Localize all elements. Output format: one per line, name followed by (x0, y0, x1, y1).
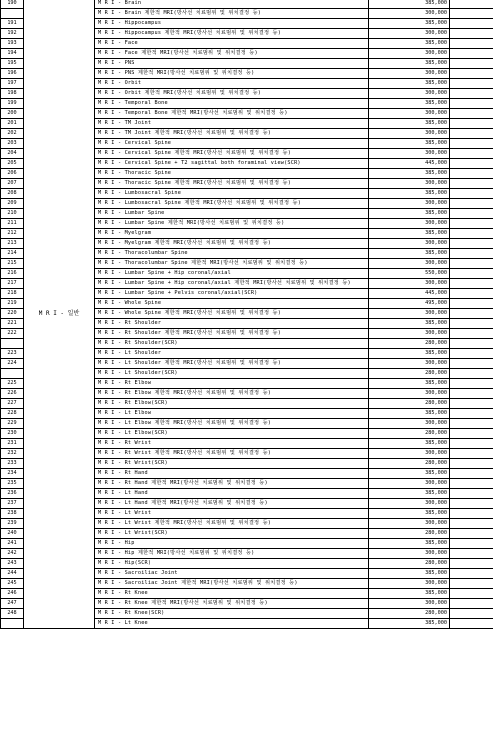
item-name: M R I - TM Joint (95, 119, 369, 129)
item-price: 385,000 (369, 379, 450, 389)
item-price: 280,000 (369, 399, 450, 409)
item-name: M R I - Rt Shoulder(SCR) (95, 339, 369, 349)
item-name: M R I - Cervical Spine (95, 139, 369, 149)
empty-cell (450, 179, 493, 189)
item-name: M R I - Temporal Bone (95, 99, 369, 109)
row-number: 199 (1, 99, 24, 109)
row-number: 211 (1, 219, 24, 229)
row-number: 203 (1, 139, 24, 149)
empty-cell (450, 19, 493, 29)
item-price: 300,000 (369, 219, 450, 229)
empty-cell (450, 319, 493, 329)
empty-cell (450, 49, 493, 59)
item-name: M R I - Hip(SCR) (95, 559, 369, 569)
empty-cell (450, 469, 493, 479)
item-name: M R I - Myelgram (95, 229, 369, 239)
empty-cell (450, 159, 493, 169)
empty-cell (450, 219, 493, 229)
item-name: M R I - Brain 제한적 MRI(방사선 치료범위 및 위치결정 등) (95, 9, 369, 19)
row-number: 208 (1, 189, 24, 199)
item-name: M R I - Thoracolumbar Spine 제한적 MRI(방사선 치료범위 및 위치결정 등) (95, 259, 369, 269)
item-name: M R I - PNS 제한적 MRI(방사선 치료범위 및 위치결정 등) (95, 69, 369, 79)
item-name: M R I - PNS (95, 59, 369, 69)
empty-cell (450, 449, 493, 459)
item-name: M R I - Whole Spine (95, 299, 369, 309)
item-name: M R I - Lumbar Spine + Hip coronal/axial 제한적 MRI(방사선 치료범위 및 위치결정 등) (95, 279, 369, 289)
item-name: M R I - Face 제한적 MRI(방사선 치료범위 및 위치결정 등) (95, 49, 369, 59)
item-name: M R I - Temporal Bone 제한적 MRI(방사선 치료범위 및 위치결정 등) (95, 109, 369, 119)
item-name: M R I - Face (95, 39, 369, 49)
item-price: 300,000 (369, 449, 450, 459)
row-number: 202 (1, 129, 24, 139)
item-name: M R I - Brain (95, 0, 369, 9)
empty-cell (450, 459, 493, 469)
item-price: 300,000 (369, 199, 450, 209)
item-price: 385,000 (369, 469, 450, 479)
item-name: M R I - Thoracolumbar Spine (95, 249, 369, 259)
item-price: 385,000 (369, 0, 450, 9)
category-cell: M R I - 일반 (24, 0, 95, 629)
row-number: 238 (1, 509, 24, 519)
item-price: 300,000 (369, 239, 450, 249)
item-price: 385,000 (369, 59, 450, 69)
item-name: M R I - Hippocampus 제한적 MRI(방사선 치료범위 및 위치결정 등) (95, 29, 369, 39)
item-price: 495,000 (369, 299, 450, 309)
empty-cell (450, 349, 493, 359)
row-number: 225 (1, 379, 24, 389)
item-price: 300,000 (369, 499, 450, 509)
row-number: 241 (1, 539, 24, 549)
empty-cell (450, 249, 493, 259)
item-name: M R I - Rt Knee (95, 589, 369, 599)
item-price: 300,000 (369, 149, 450, 159)
item-price: 445,000 (369, 159, 450, 169)
item-price: 300,000 (369, 309, 450, 319)
item-name: M R I - Hip (95, 539, 369, 549)
item-price: 385,000 (369, 209, 450, 219)
empty-cell (450, 619, 493, 629)
item-price: 300,000 (369, 329, 450, 339)
row-number: 248 (1, 609, 24, 619)
row-number: 201 (1, 119, 24, 129)
empty-cell (450, 509, 493, 519)
item-price: 300,000 (369, 549, 450, 559)
row-number: 194 (1, 49, 24, 59)
empty-cell (450, 359, 493, 369)
row-number (1, 9, 24, 19)
item-name: M R I - Cervical Spine + T2 sagittal both foraminal view(SCR) (95, 159, 369, 169)
item-name: M R I - Whole Spine 제한적 MRI(방사선 치료범위 및 위치결정 등) (95, 309, 369, 319)
item-price: 300,000 (369, 69, 450, 79)
empty-cell (450, 539, 493, 549)
row-number: 196 (1, 69, 24, 79)
item-price: 300,000 (369, 389, 450, 399)
row-number: 219 (1, 299, 24, 309)
row-number: 240 (1, 529, 24, 539)
empty-cell (450, 129, 493, 139)
row-number: 205 (1, 159, 24, 169)
row-number: 247 (1, 599, 24, 609)
row-number: 195 (1, 59, 24, 69)
row-number: 228 (1, 409, 24, 419)
empty-cell (450, 399, 493, 409)
item-name: M R I - Orbit (95, 79, 369, 89)
row-number: 232 (1, 449, 24, 459)
empty-cell (450, 389, 493, 399)
empty-cell (450, 9, 493, 19)
row-number: 231 (1, 439, 24, 449)
item-price: 300,000 (369, 49, 450, 59)
item-name: M R I - Lt Wrist (95, 509, 369, 519)
item-name: M R I - Hip 제한적 MRI(방사선 치료범위 및 위치결정 등) (95, 549, 369, 559)
item-price: 385,000 (369, 249, 450, 259)
row-number: 229 (1, 419, 24, 429)
item-price: 385,000 (369, 589, 450, 599)
item-price: 300,000 (369, 9, 450, 19)
row-number: 209 (1, 199, 24, 209)
item-price: 300,000 (369, 179, 450, 189)
row-number (1, 369, 24, 379)
row-number: 234 (1, 469, 24, 479)
row-number: 236 (1, 489, 24, 499)
item-price: 385,000 (369, 569, 450, 579)
item-name: M R I - Lumbosacral Spine (95, 189, 369, 199)
item-price: 280,000 (369, 609, 450, 619)
item-price: 385,000 (369, 229, 450, 239)
item-name: M R I - Lt Wrist(SCR) (95, 529, 369, 539)
item-price: 300,000 (369, 29, 450, 39)
item-name: M R I - Cervical Spine 제한적 MRI(방사선 치료범위 및 위치결정 등) (95, 149, 369, 159)
empty-cell (450, 329, 493, 339)
item-price: 385,000 (369, 489, 450, 499)
item-name: M R I - Lumbar Spine 제한적 MRI(방사선 치료범위 및 위치결정 등) (95, 219, 369, 229)
empty-cell (450, 109, 493, 119)
empty-cell (450, 29, 493, 39)
item-name: M R I - Lt Elbow (95, 409, 369, 419)
item-price: 300,000 (369, 259, 450, 269)
row-number: 230 (1, 429, 24, 439)
item-name: M R I - Rt Wrist 제한적 MRI(방사선 치료범위 및 위치결정 등) (95, 449, 369, 459)
row-number: 193 (1, 39, 24, 49)
item-name: M R I - Thoracic Spine (95, 169, 369, 179)
item-price: 385,000 (369, 619, 450, 629)
item-price: 280,000 (369, 429, 450, 439)
item-name: M R I - Hippocampus (95, 19, 369, 29)
row-number: 190 (1, 0, 24, 9)
empty-cell (450, 0, 493, 9)
item-name: M R I - Lt Knee (95, 619, 369, 629)
item-price: 385,000 (369, 539, 450, 549)
item-name: M R I - Thoracic Spine 제한적 MRI(방사선 치료범위 및 위치결정 등) (95, 179, 369, 189)
row-number: 217 (1, 279, 24, 289)
row-number: 221 (1, 319, 24, 329)
item-name: M R I - Orbit 제한적 MRI(방사선 치료범위 및 위치결정 등) (95, 89, 369, 99)
item-price: 385,000 (369, 119, 450, 129)
item-name: M R I - Rt Elbow 제한적 MRI(방사선 치료범위 및 위치결정 등) (95, 389, 369, 399)
item-price: 300,000 (369, 109, 450, 119)
empty-cell (450, 259, 493, 269)
empty-cell (450, 59, 493, 69)
empty-cell (450, 479, 493, 489)
item-price: 300,000 (369, 599, 450, 609)
item-name: M R I - Myelgram 제한적 MRI(방사선 치료범위 및 위치결정 등) (95, 239, 369, 249)
item-name: M R I - Lt Hand (95, 489, 369, 499)
empty-cell (450, 229, 493, 239)
row-number: 213 (1, 239, 24, 249)
empty-cell (450, 439, 493, 449)
item-name: M R I - Lt Shoulder 제한적 MRI(방사선 치료범위 및 위치결정 등) (95, 359, 369, 369)
item-name: M R I - Rt Knee(SCR) (95, 609, 369, 619)
item-name: M R I - Lt Shoulder (95, 349, 369, 359)
empty-cell (450, 69, 493, 79)
item-price: 300,000 (369, 279, 450, 289)
item-price: 300,000 (369, 129, 450, 139)
item-name: M R I - Rt Wrist (95, 439, 369, 449)
row-number: 192 (1, 29, 24, 39)
item-name: M R I - Lumbosacral Spine 제한적 MRI(방사선 치료범위 및 위치결정 등) (95, 199, 369, 209)
item-name: M R I - Rt Wrist(SCR) (95, 459, 369, 469)
row-number: 244 (1, 569, 24, 579)
empty-cell (450, 149, 493, 159)
empty-cell (450, 519, 493, 529)
item-price: 445,000 (369, 289, 450, 299)
empty-cell (450, 609, 493, 619)
item-name: M R I - Rt Elbow (95, 379, 369, 389)
item-name: M R I - Lumbar Spine + Pelvis coronal/axial(SCR) (95, 289, 369, 299)
item-price: 280,000 (369, 559, 450, 569)
item-name: M R I - Lumbar Spine (95, 209, 369, 219)
empty-cell (450, 89, 493, 99)
empty-cell (450, 559, 493, 569)
item-name: M R I - Sacroiliac Joint 제한적 MRI(방사선 치료범위 및 위치결정 등) (95, 579, 369, 589)
row-number (1, 339, 24, 349)
row-number: 214 (1, 249, 24, 259)
row-number: 216 (1, 269, 24, 279)
empty-cell (450, 569, 493, 579)
item-price: 385,000 (369, 39, 450, 49)
row-number: 206 (1, 169, 24, 179)
item-price: 280,000 (369, 339, 450, 349)
row-number: 197 (1, 79, 24, 89)
empty-cell (450, 199, 493, 209)
item-price: 300,000 (369, 479, 450, 489)
empty-cell (450, 409, 493, 419)
empty-cell (450, 549, 493, 559)
item-price: 385,000 (369, 349, 450, 359)
item-price: 385,000 (369, 139, 450, 149)
item-price: 385,000 (369, 19, 450, 29)
item-name: M R I - Lt Elbow(SCR) (95, 429, 369, 439)
empty-cell (450, 429, 493, 439)
empty-cell (450, 189, 493, 199)
empty-cell (450, 599, 493, 609)
empty-cell (450, 499, 493, 509)
row-number: 223 (1, 349, 24, 359)
empty-cell (450, 369, 493, 379)
empty-cell (450, 299, 493, 309)
row-number: 212 (1, 229, 24, 239)
item-price: 300,000 (369, 89, 450, 99)
empty-cell (450, 309, 493, 319)
item-name: M R I - Lt Elbow 제한적 MRI(방사선 치료범위 및 위치결정 등) (95, 419, 369, 429)
row-number: 233 (1, 459, 24, 469)
empty-cell (450, 529, 493, 539)
empty-cell (450, 419, 493, 429)
item-name: M R I - Rt Shoulder 제한적 MRI(방사선 치료범위 및 위치결정 등) (95, 329, 369, 339)
row-number: 246 (1, 589, 24, 599)
item-price: 385,000 (369, 79, 450, 89)
row-number: 237 (1, 499, 24, 509)
row-number: 242 (1, 549, 24, 559)
item-price: 385,000 (369, 99, 450, 109)
row-number (1, 619, 24, 629)
item-price: 280,000 (369, 529, 450, 539)
item-price: 385,000 (369, 169, 450, 179)
empty-cell (450, 169, 493, 179)
item-name: M R I - Rt Hand (95, 469, 369, 479)
row-number: 224 (1, 359, 24, 369)
item-price: 385,000 (369, 439, 450, 449)
item-name: M R I - Rt Elbow(SCR) (95, 399, 369, 409)
item-price: 550,000 (369, 269, 450, 279)
row-number: 210 (1, 209, 24, 219)
empty-cell (450, 489, 493, 499)
row-number: 198 (1, 89, 24, 99)
item-price: 385,000 (369, 509, 450, 519)
row-number: 215 (1, 259, 24, 269)
item-price: 300,000 (369, 519, 450, 529)
item-name: M R I - Lt Hand 제한적 MRI(방사선 치료범위 및 위치결정 등) (95, 499, 369, 509)
row-number: 191 (1, 19, 24, 29)
item-price: 385,000 (369, 319, 450, 329)
empty-cell (450, 339, 493, 349)
row-number: 239 (1, 519, 24, 529)
empty-cell (450, 99, 493, 109)
item-price: 300,000 (369, 359, 450, 369)
item-price: 280,000 (369, 369, 450, 379)
row-number: 218 (1, 289, 24, 299)
empty-cell (450, 139, 493, 149)
item-name: M R I - TM Joint 제한적 MRI(방사선 치료범위 및 위치결정 등) (95, 129, 369, 139)
empty-cell (450, 279, 493, 289)
empty-cell (450, 589, 493, 599)
row-number: 226 (1, 389, 24, 399)
empty-cell (450, 119, 493, 129)
empty-cell (450, 209, 493, 219)
item-name: M R I - Lumbar Spine + Hip coronal/axial (95, 269, 369, 279)
row-number: 222 (1, 329, 24, 339)
item-name: M R I - Rt Shoulder (95, 319, 369, 329)
row-number: 200 (1, 109, 24, 119)
empty-cell (450, 269, 493, 279)
item-name: M R I - Lt Wrist 제한적 MRI(방사선 치료범위 및 위치결정 등) (95, 519, 369, 529)
empty-cell (450, 39, 493, 49)
empty-cell (450, 579, 493, 589)
row-number: 243 (1, 559, 24, 569)
item-name: M R I - Sacroiliac Joint (95, 569, 369, 579)
row-number: 204 (1, 149, 24, 159)
row-number: 235 (1, 479, 24, 489)
empty-cell (450, 379, 493, 389)
row-number: 245 (1, 579, 24, 589)
empty-cell (450, 79, 493, 89)
row-number: 220 (1, 309, 24, 319)
empty-cell (450, 239, 493, 249)
item-price: 300,000 (369, 419, 450, 429)
item-price: 385,000 (369, 189, 450, 199)
item-price: 280,000 (369, 459, 450, 469)
item-name: M R I - Rt Hand 제한적 MRI(방사선 치료범위 및 위치결정 등) (95, 479, 369, 489)
item-name: M R I - Lt Shoulder(SCR) (95, 369, 369, 379)
row-number: 207 (1, 179, 24, 189)
item-price: 300,000 (369, 579, 450, 589)
row-number: 227 (1, 399, 24, 409)
price-table-body (1, 0, 493, 629)
item-name: M R I - Rt Knee 제한적 MRI(방사선 치료범위 및 위치결정 등) (95, 599, 369, 609)
item-price: 385,000 (369, 409, 450, 419)
empty-cell (450, 289, 493, 299)
table-row (1, 0, 493, 9)
